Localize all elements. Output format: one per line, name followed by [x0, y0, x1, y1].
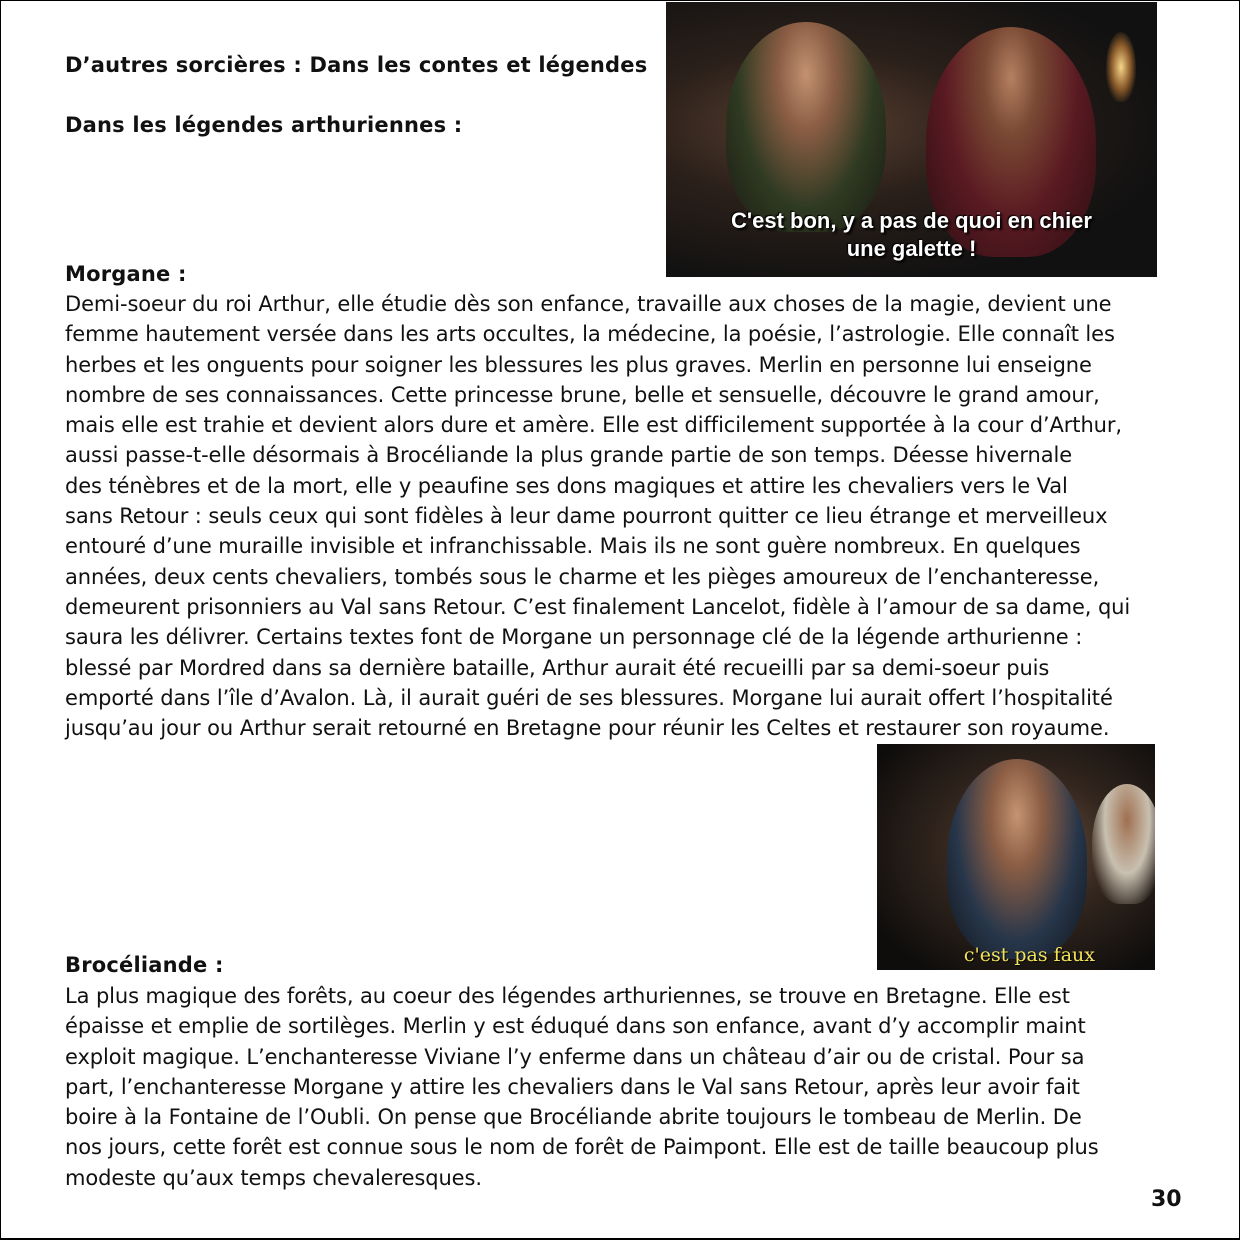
text-line: épaisse et emplie de sortilèges. Merlin y est éduqué dans son enfance, avant d’y accomplir maint	[65, 1014, 1086, 1039]
film-still-image-2	[877, 744, 1155, 970]
broceliande-paragraph	[65, 981, 1215, 1193]
text-line: entouré d’une muraille invisible et infranchissable. Mais ils ne sont guère nombreux. En quelques	[65, 534, 1081, 559]
text-line: nos jours, cette forêt est connue sous le nom de forêt de Paimpont. Elle est de taille beaucoup plus	[65, 1135, 1099, 1160]
text-line: exploit magique. L’enchanteresse Viviane l’y enferme dans un château d’air ou de cristal. Pour sa	[65, 1044, 1085, 1069]
text-line: Demi-soeur du roi Arthur, elle étudie dès son enfance, travaille aux choses de la magie, devient une	[65, 292, 1112, 316]
background-figure	[1092, 784, 1155, 904]
film-still-image-1	[666, 2, 1157, 277]
text-line: mais elle est trahie et devient alors dure et amère. Elle est difficilement supportée à la cour d’Arthur,	[65, 413, 1122, 438]
text-line: années, deux cents chevaliers, tombés sous le charme et les pièges amoureux de l’enchanteresse,	[65, 564, 1100, 589]
text-line: femme hautement versée dans les arts occultes, la médecine, la poésie, l’astrologie. Elle connaît les	[65, 322, 1115, 347]
text-line: part, l’enchanteresse Morgane y attire les chevaliers dans le Val sans Retour, après leur avoir fait	[65, 1074, 1080, 1099]
candle-light	[1106, 32, 1136, 102]
text-line: des ténèbres et de la mort, elle y peaufine ses dons magiques et attire les chevaliers vers le Val	[65, 473, 1068, 498]
text-line: demeurent prisonniers au Val sans Retour. C’est finalement Lancelot, fidèle à l’amour de sa dame, qui	[65, 594, 1131, 619]
text-line: emporté dans l’île d’Avalon. Là, il aurait guéri de ses blessures. Morgane lui aurait offert l’hospitalité	[65, 685, 1113, 710]
text-line: jusqu’au jour ou Arthur serait retourné en Bretagne pour réunir les Celtes et restaurer son royaume.	[65, 716, 1110, 741]
text-line: sans Retour : seuls ceux qui sont fidèles à leur dame pourront quitter ce lieu étrange et merveilleux	[65, 504, 1108, 529]
morgane-heading: Morgane :	[65, 262, 187, 286]
page-number: 30	[1151, 1187, 1182, 1212]
morgane-paragraph	[65, 289, 1215, 743]
subtitle-line-1: C'est bon, y a pas de quoi en chier	[731, 208, 1092, 233]
text-line: nombre de ses connaissances. Cette princesse brune, belle et sensuelle, découvre le grand amour,	[65, 382, 1100, 407]
character-figure-left	[726, 22, 886, 232]
text-line: aussi passe-t-elle désormais à Brocéliande la plus grande partie de son temps. Déesse hivernale	[65, 443, 1073, 468]
subtitle-caption-1	[666, 207, 1157, 263]
character-figure	[947, 759, 1087, 959]
text-line: La plus magique des forêts, au coeur des légendes arthuriennes, se trouve en Bretagne. Elle est	[65, 984, 1070, 1008]
text-line: blessé par Mordred dans sa dernière bataille, Arthur aurait été recueilli par sa demi-soeur puis	[65, 655, 1050, 680]
subtitle-line-2: une galette !	[846, 236, 977, 261]
text-line: saura les délivrer. Certains textes font de Morgane un personnage clé de la légende arthurienne :	[65, 625, 1083, 650]
broceliande-heading: Brocéliande :	[65, 953, 224, 977]
text-line: modeste qu’aux temps chevaleresques.	[65, 1165, 482, 1190]
subheading: Dans les légendes arthuriennes :	[65, 113, 463, 137]
text-line: herbes et les onguents pour soigner les blessures les plus graves. Merlin en personne lui enseigne	[65, 352, 1092, 377]
main-heading: D’autres sorcières : Dans les contes et légendes	[65, 53, 648, 77]
text-line: boire à la Fontaine de l’Oubli. On pense que Brocéliande abrite toujours le tombeau de Merlin. De	[65, 1105, 1082, 1130]
subtitle-caption-2: c'est pas faux	[963, 944, 1095, 966]
